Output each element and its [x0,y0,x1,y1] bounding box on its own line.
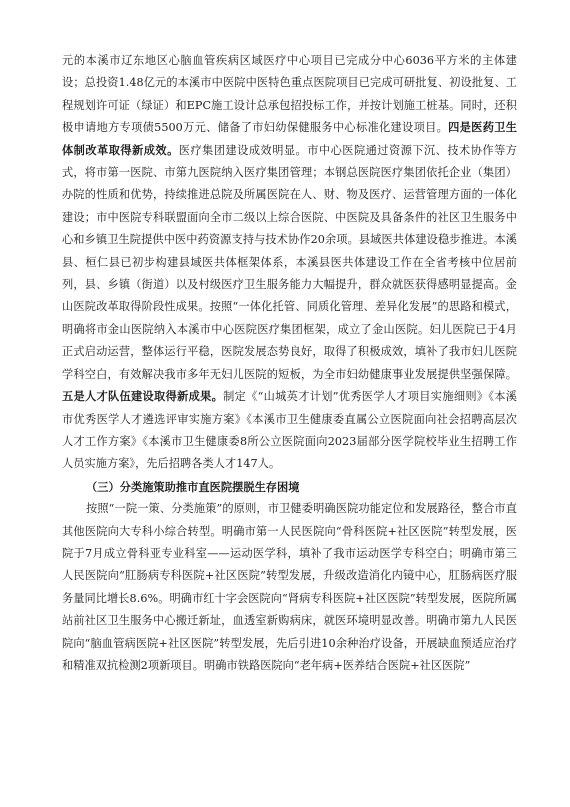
body-paragraph-2 [62,498,517,677]
body-paragraph-1 [62,50,517,476]
text-run: 医疗集团建设成效明显。市中心医院通过资源下沉、技术协作等方式，将市第一医院、市第九医院纳入医疗集团管理；本钢总医院医疗集团依托企业（集团）办院的性质和优势，持续推进总院及所属医院在人、财、物及医疗、运营管理方面的一体化建设；市中医院专科联盟面向全市二级以上综合医院、中医院及具备条件的社区卫生服务中心和乡镇卫生院提供中医中药资源支持与技术协作20余项。县域医共体建设稳步推进。本溪县、桓仁县已初步构建县域医共体框架体系，本溪县医共体建设工作在全省考核中位居前列，县、乡镇（街道）以及村级医疗卫生服务能力大幅提升，群众就医获得感明显提高。金山医院改革取得阶段性成果。按照“一体化托管、同质化管理、差异化发展”的思路和模式，明确将市金山医院纳入本溪市中心医院医疗集团框架，成立了金山医院。妇儿医院已于4月正式启动运营，整体运行平稳，医院发展态势良好，取得了积极成效，填补了我市妇儿医院学科空白，有效解决我市多年无妇儿医院的短板，为全市妇幼健康事业发展提供坚强保障。 [62,143,517,381]
section-heading: （三）分类施策助推市直医院摆脱生存困境 [86,479,300,494]
text-run: 制定《“山城英才计划”优秀医学人才项目实施细则》《本溪市优秀医学人才遴选评审实施方案》《本溪市卫生健康委直属公立医院面向社会招聘高层次人才工作方案》《本溪市卫生健康委8所公立医院面向2023届部分医学院校毕业生招聘工作人员实施方案》，先后招聘各类人才147人。 [62,390,517,471]
text-run: 元的本溪市辽东地区心脑血管疾病区域医疗中心项目已完成分中心6036平方米的主体建设；总投资1.48亿元的本溪市中医院中医特色重点医院项目已完成可研批复、初设批复、工程规划许可证（绿证）和EPC施工设计总承包招投标工作，并按计划施工桩基。同时，还积极申请地方专项债5500万元、储备了市妇幼保健服务中心标准化建设项目。 [62,54,517,135]
bold-text-run: 五是人才队伍建设取得新成果。 [62,390,224,404]
text-run: 按照“一院一策、分类施策”的原则，市卫健委明确医院功能定位和发展路径，整合市直其他医院向大专科小综合转型。明确市第一人民医院向“骨科医院+社区医院”转型发展，医院于7月成立骨科亚专业科室——运动医学科，填补了我市运动医学专科空白；明确市第三人民医院向“肛肠病专科医院+社区医院”转型发展，升级改造消化内镜中心，肛肠病医疗服务量同比增长8.6%。明确市红十字会医院向“肾病专科医院+社区医院”转型发展，医院所属站前社区卫生服务中心搬迁新址，血透室新购病床，就医环境明显改善。明确市第九人民医院向“脑血管病医院+社区医院”转型发展，先后引进10余种治疗设备，开展缺血预适应治疗和精准双抗检测2项新项目。明确市铁路医院向“老年病+医养结合医院+社区医院” [62,502,517,672]
bold-text-run: 四是医药卫生体制改革取得新成效。 [62,121,517,157]
